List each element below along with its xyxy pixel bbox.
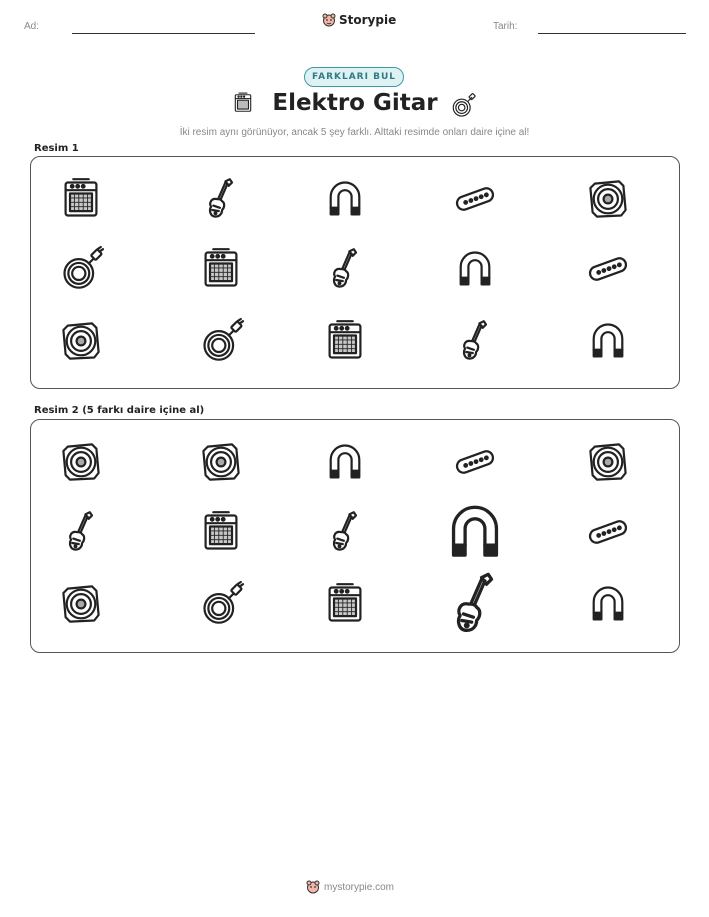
cable-icon (59, 247, 103, 291)
magnet-icon (453, 247, 497, 291)
picture1-label: Resim 1 (34, 143, 79, 154)
name-label: Ad: (24, 21, 40, 32)
magnet-icon[interactable] (323, 440, 367, 484)
picture2-label: Resim 2 (5 farkı daire içine al) (34, 405, 205, 416)
cable-icon (450, 92, 476, 118)
amplifier-icon[interactable] (199, 510, 243, 554)
pickup-icon[interactable] (586, 510, 630, 554)
guitar-icon (453, 319, 497, 363)
cable-icon[interactable] (199, 582, 243, 626)
date-label: Tarih: (493, 21, 518, 32)
storypie-mascot-icon (306, 880, 320, 894)
guitar-icon[interactable] (59, 510, 103, 554)
magnet-icon[interactable] (442, 499, 508, 565)
name-line[interactable] (72, 33, 255, 34)
speaker-icon[interactable] (586, 440, 630, 484)
storypie-mascot-icon (322, 13, 336, 27)
instructions: İki resim aynı görünüyor, ancak 5 şey farklı. Alttaki resimde onları daire içine al! (179, 127, 530, 138)
amplifier-icon[interactable] (323, 582, 367, 626)
speaker-icon[interactable] (59, 440, 103, 484)
amplifier-icon (199, 247, 243, 291)
guitar-icon (199, 177, 243, 221)
footer (306, 880, 394, 894)
magnet-icon[interactable] (586, 582, 630, 626)
guitar-icon[interactable] (442, 571, 508, 637)
pickup-icon[interactable] (453, 440, 497, 484)
date-line[interactable] (538, 33, 686, 34)
speaker-icon[interactable] (59, 582, 103, 626)
amplifier-icon (232, 92, 254, 118)
picture2-panel[interactable] (30, 419, 680, 653)
pickup-icon (586, 247, 630, 291)
speaker-icon (586, 177, 630, 221)
brand-name: Storypie (339, 13, 397, 27)
find-differences-badge: FARKLARI BUL (304, 67, 404, 87)
brand-logo (322, 13, 396, 27)
footer-site[interactable]: mystorypie.com (324, 881, 395, 893)
worksheet-title: Elektro Gitar (272, 90, 438, 116)
magnet-icon (323, 177, 367, 221)
picture1-panel (30, 156, 680, 389)
pickup-icon (453, 177, 497, 221)
guitar-icon (323, 247, 367, 291)
amplifier-icon (323, 319, 367, 363)
speaker-icon[interactable] (199, 440, 243, 484)
amplifier-icon (59, 177, 103, 221)
guitar-icon[interactable] (323, 510, 367, 554)
magnet-icon (586, 319, 630, 363)
cable-icon (199, 319, 243, 363)
speaker-icon (59, 319, 103, 363)
